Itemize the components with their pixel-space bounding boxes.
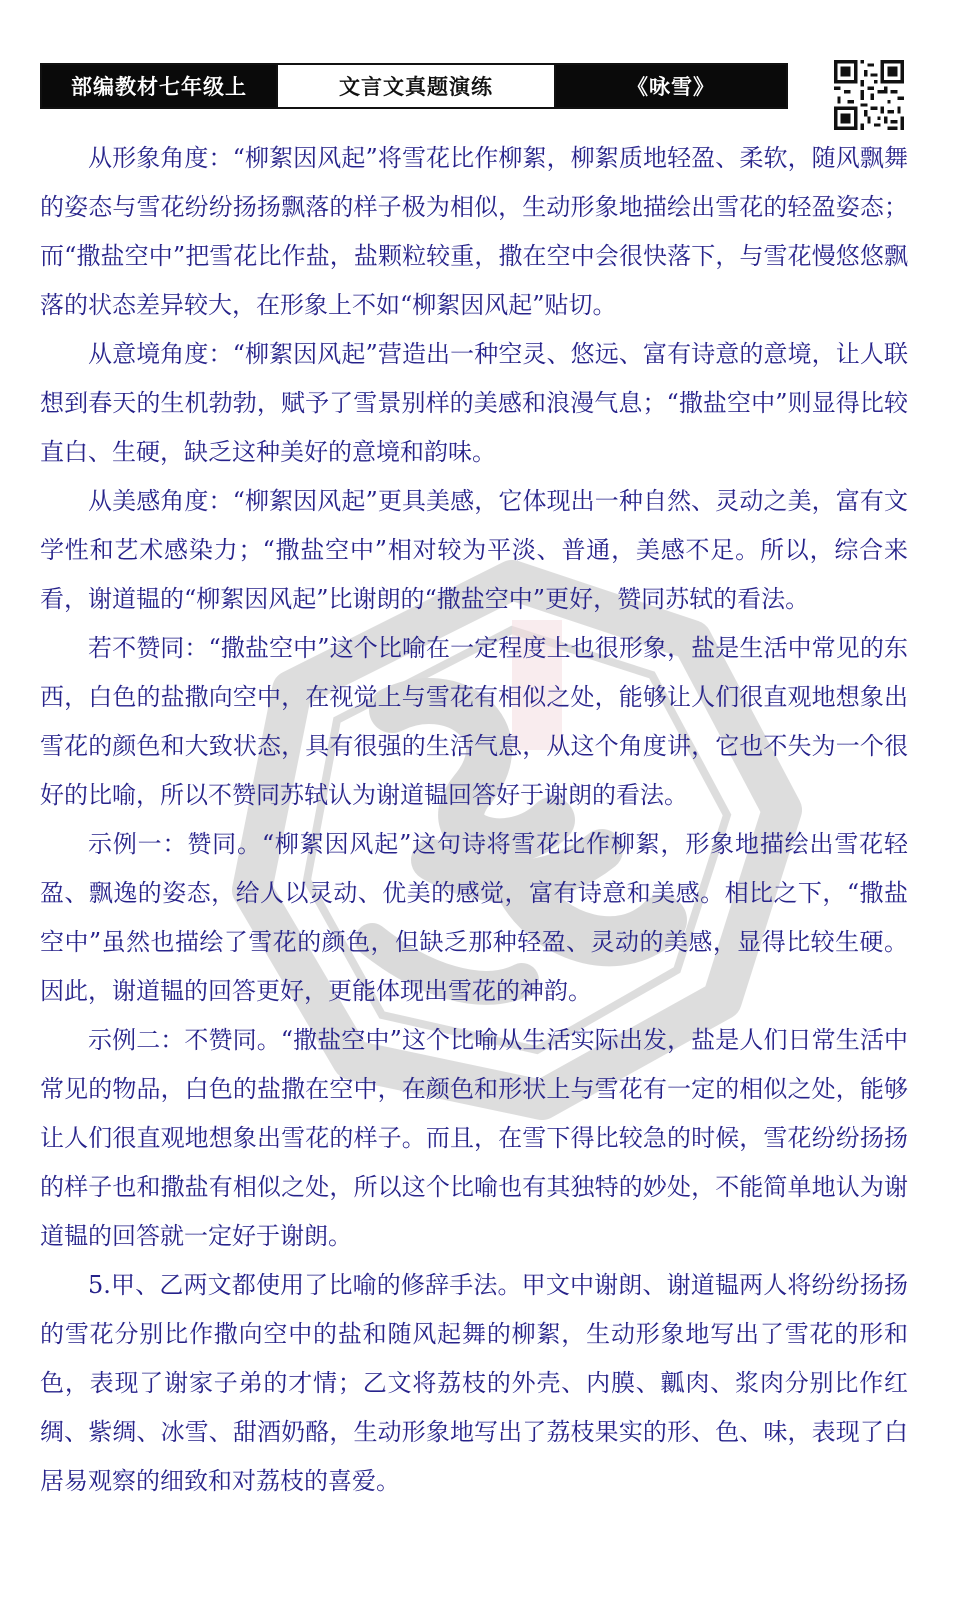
paragraph-example-two: 示例二：不赞同。“撒盐空中”这个比喻从生活实际出发，盐是人们日常生活中常见的物品，白色的盐撒在空中，在颜色和形状上与雪花有一定的相似之处，能够让人们很直观地想象出雪花的样子。而且，在雪下得比较急的时候，雪花纷纷扬扬的样子也和撒盐有相似之处，所以这个比喻也有其独特的妙处，不能简单地认为谢道韫的回答就一定好于谢朗。 bbox=[40, 1026, 908, 1250]
paragraph-image-angle: 从形象角度：“柳絮因风起”将雪花比作柳絮，柳絮质地轻盈、柔软，随风飘舞的姿态与雪花纷纷扬扬飘落的样子极为相似，生动形象地描绘出雪花的轻盈姿态；而“撒盐空中”把雪花比作盐，盐颗粒较重，撒在空中会很快落下，与雪花慢悠悠飘落的状态差异较大，在形象上不如“柳絮因风起”贴切。 bbox=[40, 144, 908, 319]
section-label: 文言文真题演练 bbox=[276, 65, 556, 107]
paragraph-example-one: 示例一：赞同。“柳絮因风起”这句诗将雪花比作柳絮，形象地描绘出雪花轻盈、飘逸的姿态，给人以灵动、优美的感觉，富有诗意和美感。相比之下，“撒盐空中”虽然也描绘了雪花的颜色，但缺乏那种轻盈、灵动的美感，显得比较生硬。因此，谢道韫的回答更好，更能体现出雪花的神韵。 bbox=[40, 830, 908, 1005]
grade-label: 部编教材七年级上 bbox=[42, 65, 276, 107]
paragraph-question-5: 5.甲、乙两文都使用了比喻的修辞手法。甲文中谢朗、谢道韫两人将纷纷扬扬的雪花分别比作撒向空中的盐和随风起舞的柳絮，生动形象地写出了雪花的形和色，表现了谢家子弟的才情；乙文将荔枝的外壳、内膜、瓤肉、浆肉分别比作红绸、紫绸、冰雪、甜酒奶酪，生动形象地写出了荔枝果实的形、色、味，表现了白居易观察的细致和对荔枝的喜爱。 bbox=[40, 1271, 908, 1495]
answer-text bbox=[40, 134, 908, 1506]
paragraph-disagree: 若不赞同：“撒盐空中”这个比喻在一定程度上也很形象，盐是生活中常见的东西，白色的盐撒向空中，在视觉上与雪花有相似之处，能够让人们很直观地想象出雪花的颜色和大致状态，具有很强的生活气息，从这个角度讲，它也不失为一个很好的比喻，所以不赞同苏轼认为谢道韫回答好于谢朗的看法。 bbox=[40, 634, 908, 809]
qr-code-icon[interactable] bbox=[834, 60, 904, 130]
paragraph-beauty-angle: 从美感角度：“柳絮因风起”更具美感，它体现出一种自然、灵动之美，富有文学性和艺术感染力；“撒盐空中”相对较为平淡、普通，美感不足。所以，综合来看，谢道韫的“柳絮因风起”比谢朗的“撒盐空中”更好，赞同苏轼的看法。 bbox=[40, 487, 908, 613]
header-bar bbox=[40, 63, 788, 109]
lesson-title: 《咏雪》 bbox=[556, 65, 786, 107]
paragraph-mood-angle: 从意境角度：“柳絮因风起”营造出一种空灵、悠远、富有诗意的意境，让人联想到春天的生机勃勃，赋予了雪景别样的美感和浪漫气息；“撒盐空中”则显得比较直白、生硬，缺乏这种美好的意境和韵味。 bbox=[40, 340, 908, 466]
